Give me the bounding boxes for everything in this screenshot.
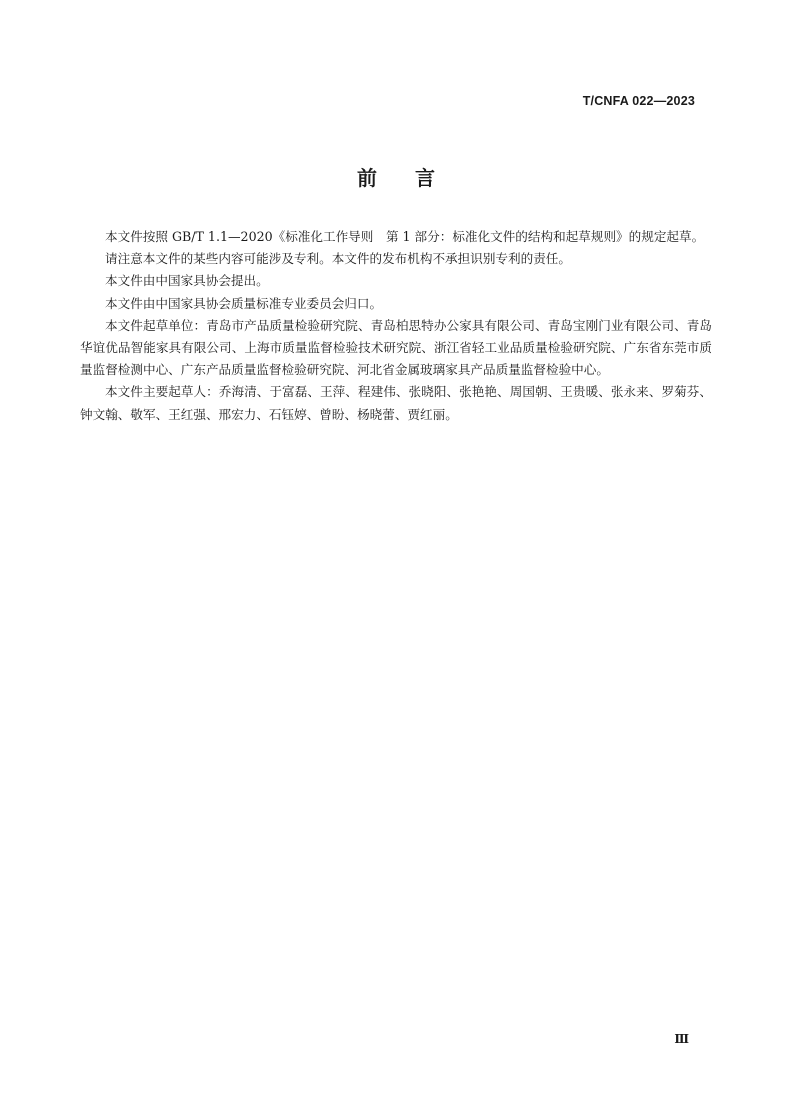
paragraph-drafting-rules: 本文件按照 GB/T 1.1—2020《标准化工作导则 第 1 部分：标准化文件的结构和起草规则》的规定起草。 [105,229,705,244]
document-id-header: T/CNFA 022—2023 [582,94,695,108]
paragraph-proposer: 本文件由中国家具协会提出。 [105,273,269,289]
paragraph-patent-notice: 请注意本文件的某些内容可能涉及专利。本文件的发布机构不承担识别专利的责任。 [105,251,571,267]
paragraph-centralized-by: 本文件由中国家具协会质量标准专业委员会归口。 [105,295,383,311]
paragraph-main-drafters: 本文件主要起草人：乔海清、于富磊、王萍、程建伟、张晓阳、张艳艳、周国朝、王贵暖、张永来、罗菊芬、钟文翰、敬军、王红强、邢宏力、石钰婷、曾盼、杨晓蕾、贾红丽。 [80,384,712,422]
paragraph-drafting-units: 本文件起草单位：青岛市产品质量检验研究院、青岛柏思特办公家具有限公司、青岛宝刚门业有限公司、青岛华谊优品智能家具有限公司、上海市质量监督检验技术研究院、浙江省轻工业品质量检验研究院、广东省东莞市质量监督检测中心、广东产品质量监督检验研究院、河北省金属玻璃家具产品质量监督检验中心。 [80,317,712,378]
foreword-body [80,226,712,426]
page-number: Ⅲ [674,1032,689,1046]
page-title: 前言 [357,166,473,190]
